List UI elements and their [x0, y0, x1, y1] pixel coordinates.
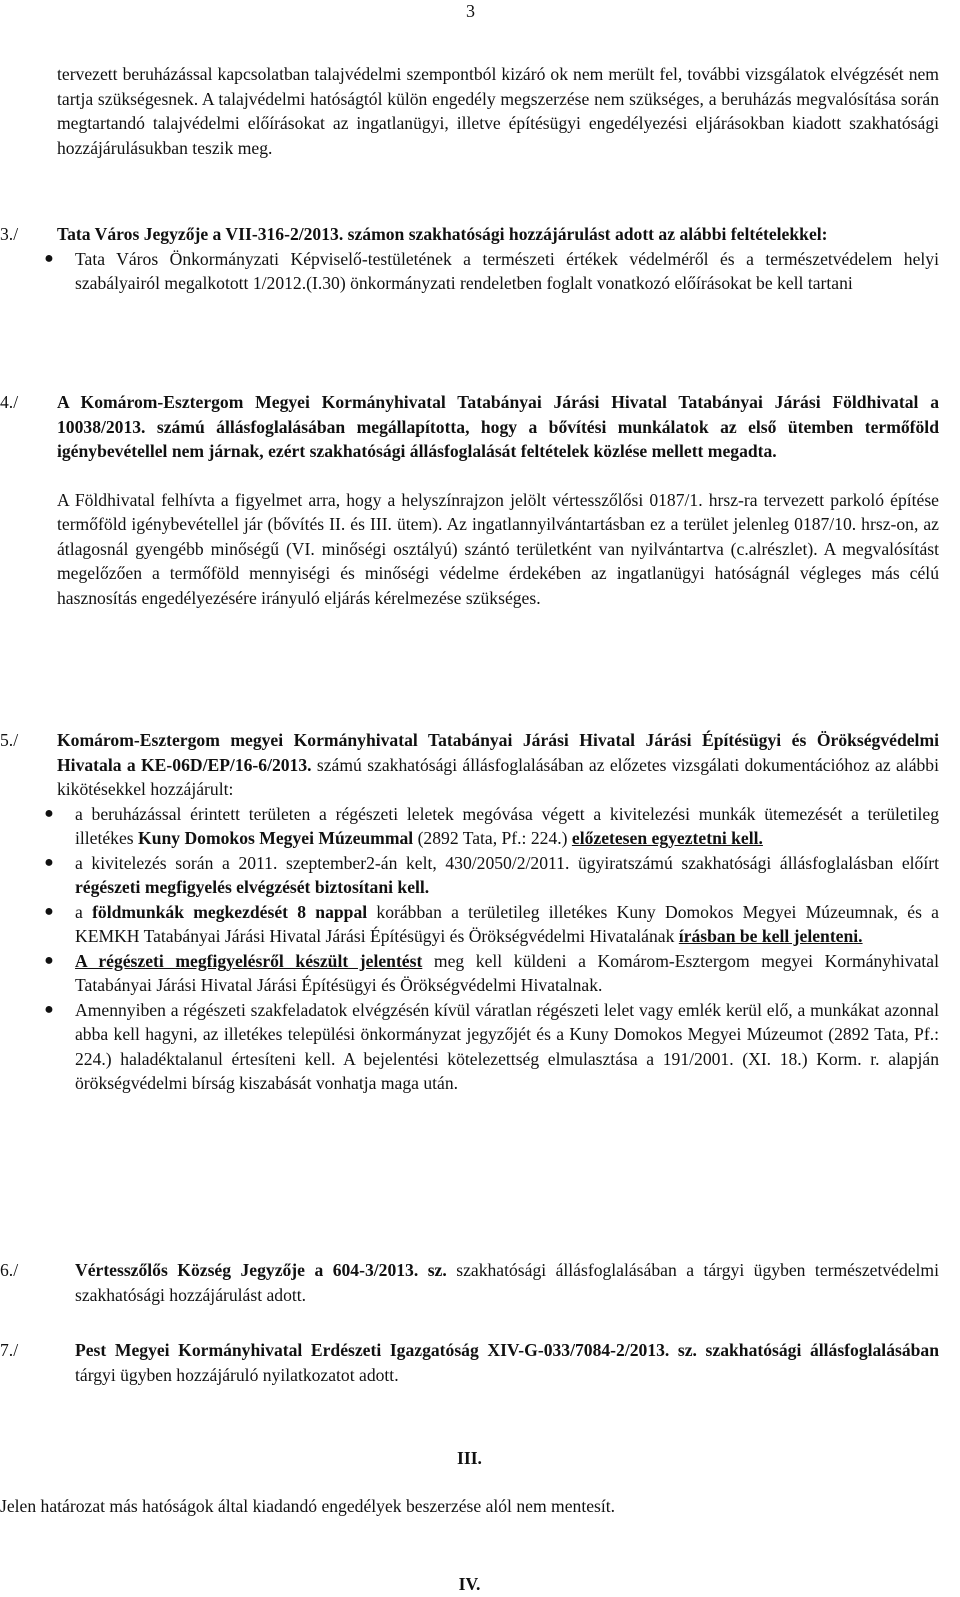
item-number: 7./: [0, 1340, 19, 1360]
bullet-text: Amennyiben a régészeti szakfeladatok elvégzésén kívül váratlan régészeti lelet vagy emlék kerül elő, a munkákat azonnal abba kell hagyni, az illetékes települési önkormányzat jegyzőjét és a Kuny Domokos Megyei Múzeumot (2892 Tata, Pf.: 224.) haladéktalanul értesíteni kell. A bejelentési kötelezettség elmulasztása a 191/2001. (XI. 18.) Korm. r. alapján örökségvédelmi bírság kiszabását vonhatja maga után.: [75, 999, 939, 1093]
item-4-bold-text: [57, 390, 939, 464]
item-number: 4./: [0, 392, 19, 412]
item-6-text: [75, 1258, 939, 1307]
intro-text: tervezett beruházással kapcsolatban talajvédelmi szempontból kizáró ok nem merült fel, további vizsgálatok elvégzését nem tartja szükségesnek. A talajvédelmi hatóságtól külön engedély megszerzése nem szükséges, a beruházás megvalósítása során megtartandó talajvédelmi előírásokat az ingatlanügyi, illetve építésügyi engedélyezési eljárásokban kiadott szakhatósági hozzájárulásukban teszik meg.: [57, 64, 939, 158]
item-3-bullets: [44, 247, 939, 296]
bullet-text-part: a beruházással érintett területen a régészeti leletek megóvása végett a kivitelezési munkák ütemezését a területileg illetékes: [75, 803, 939, 848]
item-6-title: Vértesszőlős Község Jegyzője a 604-3/2013. sz.: [75, 1260, 447, 1280]
bullet-text-part: (2892 Tata, Pf.: 224.): [413, 828, 572, 848]
list-item: [44, 949, 939, 998]
item-7: [0, 1338, 939, 1387]
bullet-text: [75, 900, 939, 949]
bullet-text: Tata Város Önkormányzati Képviselő-testületének a természeti értékek védelméről és a természetvédelem helyi szabályairól megalkotott 1/2012.(I.30) önkormányzati rendeletben foglalt vonatkozó előírásokat be kell tartani: [75, 248, 939, 293]
item-7-rest: tárgyi ügyben hozzájáruló nyilatkozatot adott.: [75, 1364, 399, 1385]
item-7-title: Pest Megyei Kormányhivatal Erdészeti Igazgatóság XIV-G-033/7084-2/2013. sz. szakhatósági állásfoglalásában: [75, 1340, 939, 1360]
item-4-bold: A Komárom-Esztergom Megyei Kormányhivatal Tatabányai Járási Hivatal Tatabányai Járási Földhivatal a 10038/2013. számú állásfoglalásában megállapította, hogy a bővítési munkálatok az első ütemben termőföld igénybevétellel nem járnak, ezért szakhatósági állásfoglalását feltételek közlése mellett megadta.: [57, 392, 939, 461]
requirement-emphasis: régészeti megfigyelés elvégzését biztosítani kell.: [75, 877, 430, 897]
bullet-icon: ●: [44, 249, 54, 267]
bullet-text-part: korábban a területileg illetékes Kuny Domokos Megyei Múzeumnak, és a KEMKH Tatabányai Járási Hivatal Járási Építésügyi és Örökségvédelmi Hivatalának: [75, 901, 939, 946]
item-4: [0, 390, 939, 610]
bullet-text: [75, 851, 939, 900]
item-7-text: [75, 1338, 939, 1387]
museum-name: Kuny Domokos Megyei Múzeummal: [138, 828, 414, 848]
intro-paragraph: [57, 62, 939, 160]
requirement-emphasis: A régészeti megfigyelésről készült jelentést: [75, 950, 423, 971]
list-item: [44, 851, 939, 900]
list-item: [44, 247, 939, 296]
requirement-emphasis: írásban be kell jelenteni.: [678, 926, 863, 946]
item-number: 6./: [0, 1260, 19, 1280]
list-item: [44, 998, 939, 1096]
item-number: 5./: [0, 730, 19, 750]
bullet-icon: ●: [44, 804, 54, 822]
item-4-paragraph: A Földhivatal felhívta a figyelmet arra, hogy a helyszínrajzon jelölt vértesszőlősi 0187/1. hrsz-ra tervezett parkoló építése termőföld igénybevétellel jár (bővítés II. és III. ütem). Az ingatlannyilvántartásban ez a terület jelenleg 0187/10. hrsz-on, az átlagosnál gyengébb minőségű (VI. minőségi osztályú) szántó területként van nyilvántartva (c.alrészlet). A megvalósítást megelőzően a termőföld mennyiségi és minőségi védelme érdekében az ingatlanügyi hatóságnál végleges más célú hasznosítás engedélyezésére irányuló eljárás kérelmezése szükséges.: [57, 489, 939, 608]
item-3: [0, 222, 939, 296]
item-number: 3./: [0, 224, 19, 244]
item-5-bullets: [44, 802, 939, 1096]
bullet-text-part: a: [75, 901, 93, 922]
item-3-title: Tata Város Jegyzője a VII-316-2/2013.: [57, 224, 344, 244]
item-5: [0, 728, 939, 1096]
bullet-text: [75, 802, 939, 851]
bullet-text-part: a kivitelezés során a 2011. szeptember2-án kelt, 430/2050/2/2011. ügyiratszámú szakhatósági állásfoglalásban előírt: [75, 852, 939, 873]
list-item: [44, 802, 939, 851]
item-6-rest: szakhatósági állásfoglalásában a tárgyi ügyben természetvédelmi szakhatósági hozzájárulást adott.: [75, 1260, 940, 1305]
list-item: [44, 900, 939, 949]
item-3-rest: számon szakhatósági hozzájárulást adott az alábbi feltételekkel:: [343, 224, 828, 244]
item-5-rest: számú szakhatósági állásfoglalásában az előzetes vizsgálati dokumentációhoz az alábbi kikötésekkel hozzájárult:: [57, 754, 939, 799]
section-heading-iii: III.: [457, 1448, 482, 1468]
bullet-icon: ●: [44, 1000, 54, 1018]
item-3-text: [57, 222, 939, 247]
section-iii-text: Jelen határozat más hatóságok által kiadandó engedélyek beszerzése alól nem mentesít.: [0, 1496, 616, 1516]
bullet-icon: ●: [44, 853, 54, 871]
bullet-icon: ●: [44, 951, 54, 969]
item-5-title: Komárom-Esztergom megyei Kormányhivatal Tatabányai Járási Hivatal Járási Építésügyi és Örökségvédelmi Hivatala a KE-06D/EP/16-6/2013.: [57, 730, 939, 775]
section-heading-iv: IV.: [458, 1574, 481, 1594]
item-6: [0, 1258, 939, 1307]
bullet-text: [75, 949, 939, 998]
requirement-emphasis: előzetesen egyeztetni kell.: [571, 828, 763, 848]
bullet-text-part: meg kell küldeni a Komárom-Esztergom megyei Kormányhivatal Tatabányai Járási Hivatal Járási Építésügyi és Örökségvédelmi Hivatalnak.: [75, 950, 939, 995]
bullet-icon: ●: [44, 902, 54, 920]
requirement-emphasis: földmunkák megkezdését 8 nappal: [92, 901, 368, 922]
page-number: 3: [466, 1, 475, 21]
item-5-text: [57, 728, 939, 802]
